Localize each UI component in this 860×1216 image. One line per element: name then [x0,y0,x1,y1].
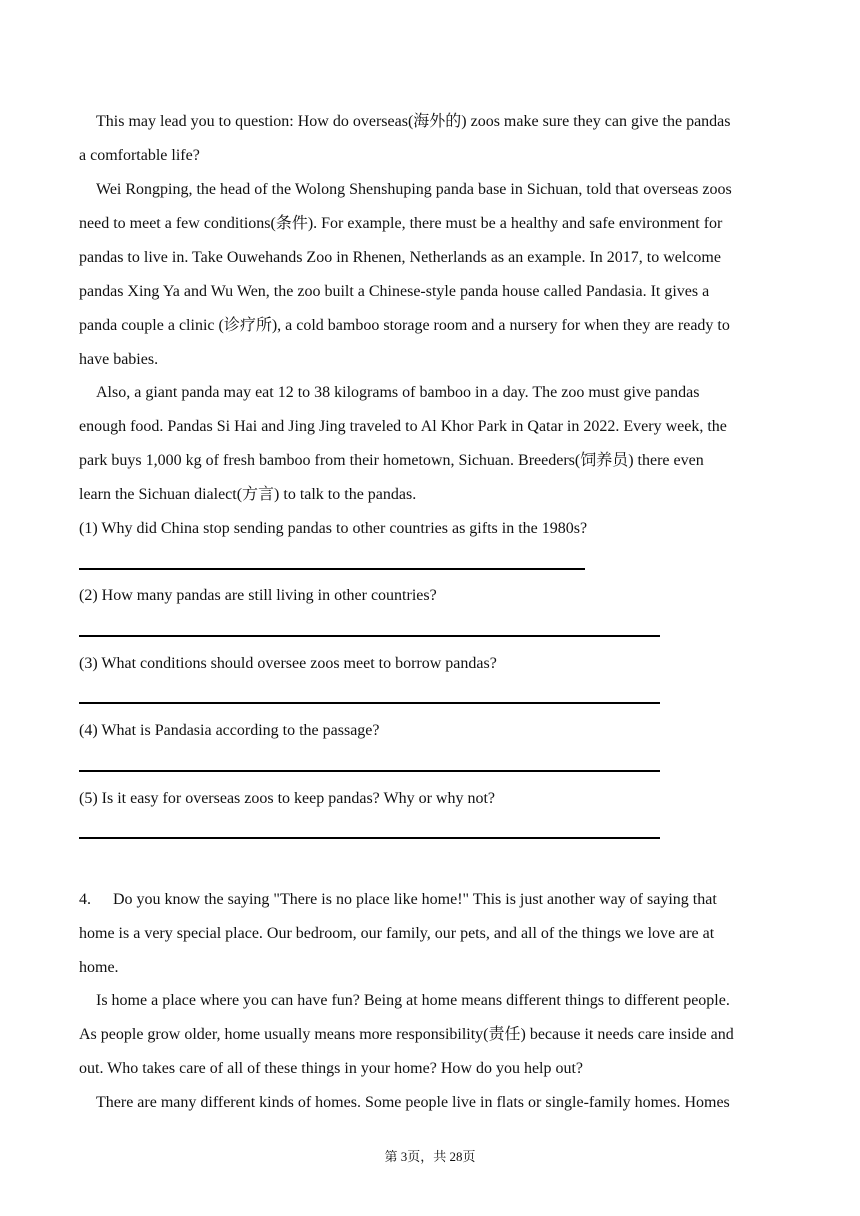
paragraph-line: As people grow older, home usually means more responsibility(责任) because it needs care inside and [79,1026,734,1043]
answer-line-1[interactable] [79,568,585,570]
question-4: (4) What is Pandasia according to the passage? [79,722,380,739]
paragraph-line: out. Who takes care of all of these things in your home? How do you help out? [79,1060,584,1077]
question-5: (5) Is it easy for overseas zoos to keep pandas? Why or why not? [79,790,496,807]
paragraph-line: park buys 1,000 kg of fresh bamboo from their hometown, Sichuan. Breeders(饲养员) there even [79,452,704,469]
paragraph-line: There are many different kinds of homes. Some people live in flats or single-family homes. Homes [96,1094,730,1111]
question-2: (2) How many pandas are still living in other countries? [79,587,437,604]
page-footer: 第 3页，共 28页 [384,1149,476,1164]
paragraph-line: home is a very special place. Our bedroom, our family, our pets, and all of the things we love are at [79,925,715,942]
paragraph-line: Also, a giant panda may eat 12 to 38 kilograms of bamboo in a day. The zoo must give pandas [96,384,700,401]
answer-line-5[interactable] [79,837,660,839]
answer-line-2[interactable] [79,635,660,637]
question-3: (3) What conditions should oversee zoos meet to borrow pandas? [79,655,497,672]
passage-4-first-line [79,890,717,910]
paragraph-line: Wei Rongping, the head of the Wolong Shenshuping panda base in Sichuan, told that overseas zoos [96,181,732,198]
question-1: (1) Why did China stop sending pandas to other countries as gifts in the 1980s? [79,520,588,537]
paragraph-line: This may lead you to question: How do overseas(海外的) zoos make sure they can give the pandas [96,113,731,130]
paragraph-line: pandas Xing Ya and Wu Wen, the zoo built a Chinese-style panda house called Pandasia. It gives a [79,283,710,300]
paragraph-line: home. [79,959,119,976]
question-number: 4. [79,891,91,908]
paragraph-line: Is home a place where you can have fun? Being at home means different things to different people. [96,992,730,1009]
paragraph-line: panda couple a clinic (诊疗所), a cold bamboo storage room and a nursery for when they are ready to [79,317,730,334]
paragraph-line: pandas to live in. Take Ouwehands Zoo in Rhenen, Netherlands as an example. In 2017, to welcome [79,249,721,266]
paragraph-line: enough food. Pandas Si Hai and Jing Jing traveled to Al Khor Park in Qatar in 2022. Every week, the [79,418,727,435]
paragraph-line: need to meet a few conditions(条件). For example, there must be a healthy and safe environment for [79,215,723,232]
paragraph-line: learn the Sichuan dialect(方言) to talk to the pandas. [79,486,417,503]
paragraph-line: have babies. [79,351,159,368]
answer-line-4[interactable] [79,770,660,772]
paragraph-line: Do you know the saying "There is no place like home!" This is just another way of saying that [113,891,717,908]
answer-line-3[interactable] [79,702,660,704]
paragraph-line: a comfortable life? [79,147,200,164]
